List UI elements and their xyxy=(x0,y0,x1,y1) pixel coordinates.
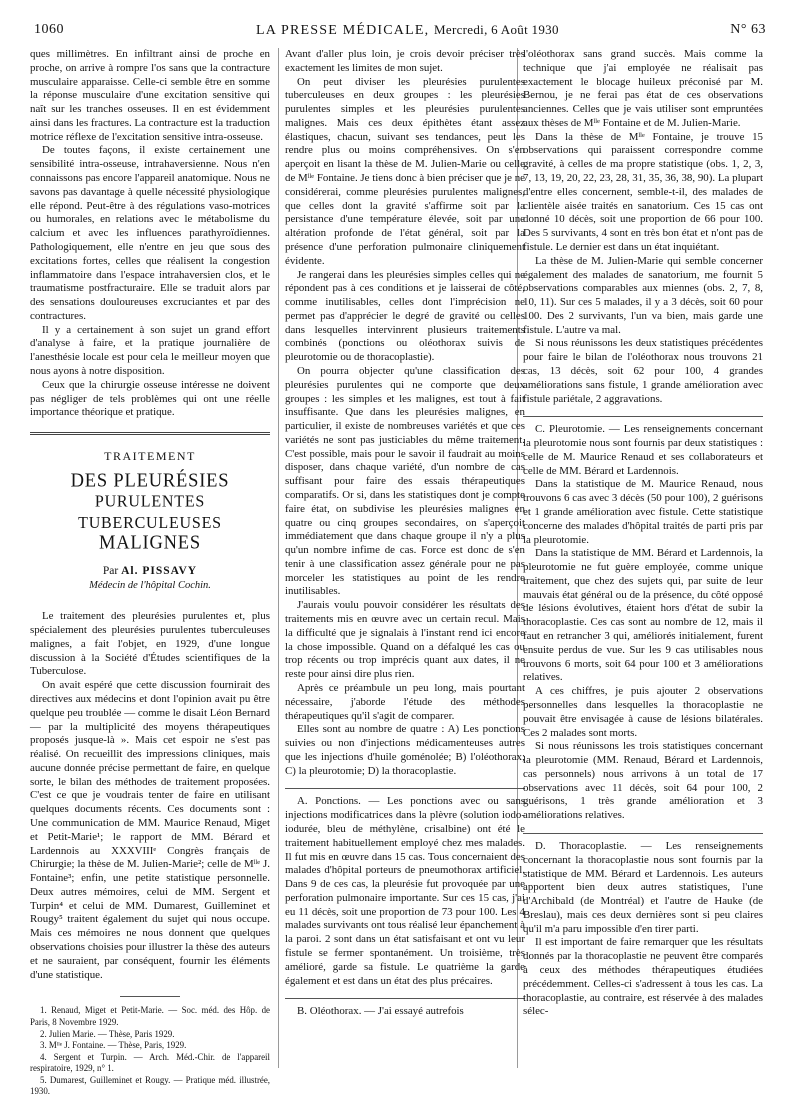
paragraph: De toutes façons, il existe certainement une sensibilité intra-osseuse, intrahaversienne. Nous n'en connaissons pas encore l'appareil anatomique. Nous ne savons pas davantage à quelle nécessité physiologique elle répond. Peut-être à des régulations vaso-motrices ou humorales, en relations avec le métabolisme du calcium et avec les influences parathyroïdiennes. Pathologiquement, elle n'entre en jeu que sous des excitations fortes, celles que réalisent la congestion inflammatoire dans l'espace intrahaversien clos, et le traumatisme postfracturaire. Elle se traduit alors par des sensations douloureuses excruciantes et par des contractures. xyxy=(30,144,270,322)
paragraph: Après ce préambule un peu long, mais pourtant nécessaire, j'aborde l'étude des méthodes thérapeutiques qu'il s'agit de comparer. xyxy=(285,681,525,722)
paragraph: Je rangerai dans les pleurésies simples celles qui ne répondent pas à ces conditions et je laisserai de côté, comme inutilisables, celles dont l'imprécision ne permet pas d'apprécier le degré de gravité ou celles dans lesquelles intervinrent plusieurs traitements combinés (ponctions ou oléothorax suivis de pleurotomie ou de thoracoplastie). xyxy=(285,268,525,364)
section-rule xyxy=(523,416,763,417)
paragraph: Si nous réunissons les deux statistiques précédentes pour faire le bilan de l'oléothorax nous trouvons 21 cas, 13 décès, soit 62 pour 100, 4 grandes améliorations sans fistule, 1 grande amélioration avec fistule pariétale, 2 aggravations. xyxy=(523,337,763,405)
paragraph: On avait espéré que cette discussion fournirait des directives aux médecins et dont l'opinion avait pu être quelque peu troublée — comme le disait Léon Bernard — par la multiplicité des moyens thérapeutiques proposés jusque-là ». Mais cet espoir ne s'est pas réalisé. On recueillit des impressions cliniques, mais aucune donnée précise permettant de faire, en quelque sorte, le bilan des méthodes de traitement proposées. C'est ce que je voudrais tenter de faire en utilisant quelques documents récents. Ces documents sont : Une communication de MM. Maurice Renaud, Miget et Petit-Marie¹; le rapport de MM. Bérard et Lardennois au XXXVIIIᵉ Congrès français de Chirurgie; la thèse de M. Julien-Marie²; celle de Mˡˡᵉ J. Fontaine³; enfin, une petite statistique personnelle. Deux autres mémoires, celui de MM. Sergent et Turpin⁴ et celui de MM. Dumarest, Guilleminet et Rougy⁵ traitent également du sujet qui nous occupe. Mais ces mémoires ne nous donnent que quelques observations choisies pour illustrer la thèse des auteurs et ne sauraient, par conséquent, fournir les éléments d'une statistique. xyxy=(30,679,270,981)
section-a-ponctions: A. Ponctions. — Les ponctions avec ou sans injections modificatrices dans la plèvre (solution iodo-iodurée, bleu de méthylène, crisalbine) ont été le traitement habituellement employé chez mes malades. Il fut mis en œuvre dans 15 cas. Tous concernaient des malades d'hôpital porteurs de pneumothorax artificiel. Dans 9 de ces cas, la pleurésie fut provoquée par une perforation pulmonaire importante. Sur ces 15 cas, j'ai eu 11 décès, soit une proportion de 73 pour 100. Les 4 malades survivants ont tous réalisé leur épanchement à la paroi. 2 sont dans un état satisfaisant et ont vu leur fistule se fermer spontanément. Un troisième, très amélioré, garde sa fistule. Le quatrième la garde également et est dans un état des plus précaires. xyxy=(285,795,525,987)
page-header xyxy=(28,20,774,42)
article-title-line: DES PLEURÉSIES xyxy=(70,470,230,493)
section-b-oleothorax: B. Oléothorax. — J'ai essayé autrefois xyxy=(297,1005,464,1018)
section-d-thoracoplastie: D. Thoracoplastie. — Les renseignements concernant la thoracoplastie nous sont fournis par la statistique de MM. Bérard et Lardennois. Les auteurs apportent bien deux autres statistiques, l'une d'Archibald (de Montréal) et l'autre de Hauke (de Breslau), mais ces deux dernières sont si peu claires qu'il m'a paru impossible d'en tirer parti. xyxy=(523,839,763,935)
column-middle xyxy=(285,48,525,1073)
paragraph: Il est important de faire remarquer que les résultats donnés par la thoracoplastie ne peuvent être comparés à ceux des méthodes thérapeutiques étudiées précédemment. Celles-ci s'adressent à tous les cas. La thoracoplastie, au contraire, est réservée à des malades sélec- xyxy=(523,936,763,1018)
author-affiliation: Médecin de l'hôpital Cochin. xyxy=(89,579,211,591)
paragraph: Si nous réunissons les trois statistiques concernant la pleurotomie (MM. Renaud, Bérard et Lardennois, cas personnels) nous arrivons à un total de 17 observations avec 11 décès, soit 64 pour 100, 2 guérisons, 1 très grande amélioration et 3 améliorations relatives. xyxy=(523,740,763,822)
issue-number: N° 63 xyxy=(730,22,766,37)
footnote: 1. Renaud, Miget et Petit-Marie. — Soc. méd. des Hôp. de Paris, 8 Novembre 1929. xyxy=(30,1005,270,1027)
footnotes xyxy=(30,1005,270,1098)
footnote: 5. Dumarest, Guilleminet et Rougy. — Pratique méd. illustrée, 1930. xyxy=(30,1074,270,1097)
paragraph: Elles sont au nombre de quatre : A) Les ponctions suivies ou non d'injections médicamenteuses autres que les injections d'huile goménolée; B) l'oléothorax; C) la pleurotomie; D) la thoracoplastie. xyxy=(285,723,525,777)
paragraph: Le traitement des pleurésies purulentes et, plus spécialement des pleurésies purulentes tuberculeuses malignes, a fait l'objet, en 1929, d'une longue discussion à la Société d'Études scientifiques de la Tuberculose. xyxy=(30,610,270,678)
article-title-block xyxy=(30,449,270,592)
section-c-pleurotomie: C. Pleurotomie. — Les renseignements concernant la pleurotomie nous sont fournis par deux statistiques : celle de M. Maurice Renaud et ses collaborateurs et celle de MM. Bérard et Lardennois. xyxy=(523,423,763,477)
paragraph: A ces chiffres, je puis ajouter 2 observations personnelles dans lesquelles la thoracoplastie ne pouvait être envisagée à cause de lésions bilatérales. Ces 2 malades sont morts. xyxy=(523,685,763,739)
paragraph: Ceux que la chirurgie osseuse intéresse ne doivent pas négliger de tels problèmes qui ont une réelle importance théorique et pratique. xyxy=(30,378,270,419)
paragraph: Dans la thèse de Mˡˡᵉ Fontaine, je trouve 15 observations qui paraissent correspondre comme gravité, à celles de ma propre statistique (obs. 1, 2, 3, 7, 13, 19, 20, 22, 23, 28, 31, 35, 36, 38, 90). La plupart d'entre elles concernent, semble-t-il, des malades de clientèle aisée traités en sanatorium. Ces 15 cas ont donné 10 décès, soit une proportion de 66 pour 100. Des 5 survivants, 4 sont en très bon état et n'ont pas de fistule. Le dernier est dans un état inquiétant. xyxy=(523,130,763,253)
footnote: 3. Mˡˡᵉ J. Fontaine. — Thèse, Paris, 1929. xyxy=(40,1040,187,1051)
column-rule-left xyxy=(278,48,279,1068)
article-kicker: TRAITEMENT xyxy=(104,449,196,464)
paragraph: J'aurais voulu pouvoir considérer les résultats des traitements mis en œuvre avec un certain recul. Mais la difficulté que je signalais à l'instant rend ici encore la chose impossible. Quand on a défalqué les cas ou trop récents ou trop imprécis quant aux dates, il ne reste pour ainsi dire plus rien. xyxy=(285,599,525,681)
paragraph: l'oléothorax sans grand succès. Mais comme la technique que j'ai employée ne réalisait pas exactement le blocage huileux préconisé par M. Bernou, je ne ferai pas état de ces observations anciennes. Celles que je vais utiliser sont empruntées aux thèses de Mˡˡᵉ Fontaine et de M. Julien-Marie. xyxy=(523,48,763,129)
article-divider xyxy=(30,432,270,435)
footnote-rule xyxy=(120,996,180,997)
column-right xyxy=(523,48,763,1073)
article-byline xyxy=(30,564,270,579)
issue-date: Mercredi, 6 Août 1930 xyxy=(434,22,559,37)
paragraph: On peut diviser les pleurésies purulentes tuberculeuses en deux groupes : les pleurésies purulentes simples et les pleurésies purulentes malignes. Mais ces deux épithètes étant assez élastiques, chacun, suivant ses tendances, peut les rendre plus ou moins compréhensives. On s'en aperçoit en lisant la thèse de M. Julien-Marie ou celle de Mˡˡᵉ Fontaine. Je tiens donc à bien préciser que je ne considérerai, comme pleurésies purulentes malignes, que celles dont la gravité s'affirme soit par la persistance d'une température élevée, soit par une altération profonde de l'état général, soit par la présence d'une perforation pulmonaire cliniquement évidente. xyxy=(285,75,525,267)
footnote: 2. Julien Marie. — Thèse, Paris 1929. xyxy=(40,1028,175,1039)
journal-header xyxy=(256,22,559,39)
paragraph: On pourra objecter qu'une classification des pleurésies purulentes qui ne comporte que deux groupes : les simples et les malignes, est tout à fait insuffisante. Que dans les pleurésies malignes, en particulier, il existe de nombreuses variétés et que ces variétés ne sont pas justiciables du même traitement. C'est possible, mais pour le savoir il faudrait au moins disposer, dans chaque variété, d'un nombre de cas suffisant pour faire des essais thérapeutiques comparatifs. Or si, dans les statistiques dont je compte faire état, on subdivise les pleurésies malignes en quatre ou cinq groupes secondaires, on s'aperçoit immédiatement que dans chaque groupe il n'y a plus qu'un nombre infime de cas. Force est donc de s'en tenir à une classification assez générale pour ne pas morceler les statistiques au point de les rendre inutilisables. xyxy=(285,364,525,598)
footnote: 4. Sergent et Turpin. — Arch. Méd.-Chir. de l'appareil respiratoire, 1929, n° 1. xyxy=(30,1051,270,1074)
section-rule xyxy=(285,788,525,789)
paragraph: ques millimètres. En infiltrant ainsi de proche en proche, on arrive à rompre l'os sans que la contracture musculaire apparaisse. Celle-ci semble être en somme la réponse musculaire d'une excitation sensitive qui naît sur les tranches osseuses. Il en est évidemment ainsi dans les fractures. La contracture est la traduction motrice réflexe de l'excitation sensitive intra-osseuse. xyxy=(30,48,270,143)
page-number: 1060 xyxy=(34,22,64,37)
section-rule xyxy=(285,998,525,999)
article-title-line: MALIGNES xyxy=(99,532,201,554)
paragraph: La thèse de M. Julien-Marie qui semble concerner également des malades de sanatorium, me fournit 5 observations comparables aux miennes (obs. 2, 7, 8, 10, 11). Sur ces 5 malades, il y a 3 décès, soit 60 pour 100. Des 2 survivants, l'un va bien, mais garde une fistule. L'autre va mal. xyxy=(523,254,763,336)
journal-title: LA PRESSE MÉDICALE, xyxy=(256,23,430,38)
paragraph: Dans la statistique de MM. Bérard et Lardennois, la pleurotomie ne fut guère employée, comme unique traitement, que chez des sujets qui, par suite de leur mauvais état général ou de la présence, du côté opposé de lésions évolutives, étaient hors d'état de subir la thoracoplastie. Ces cas sont au nombre de 12, mais il faut en retrancher 3 qui, améliorés initialement, furent ensuite perdus de vue. Sur les 9 cas utilisables nous trouvons 6 morts, soit 64 pour 100 et 3 améliorations relatives. xyxy=(523,547,763,684)
section-rule xyxy=(523,833,763,834)
paragraph: Il y a certainement à son sujet un grand effort d'analyse à faire, et la pratique journalière de l'anesthésie locale est pour cela le meilleur moyen que nous ayons à notre disposition. xyxy=(30,323,270,377)
column-left xyxy=(30,48,270,1097)
article-title-line: PURULENTES TUBERCULEUSES xyxy=(78,492,222,532)
paragraph: Avant d'aller plus loin, je crois devoir préciser très exactement les limites de mon sujet. xyxy=(285,48,525,74)
paragraph: Dans la statistique de M. Maurice Renaud, nous trouvons 6 cas avec 3 décès (50 pour 100), 2 guérisons et 1 grande amélioration avec fistule. Cette statistique concerne des malades d'hôpital traités de parti pris par la pleurotomie. xyxy=(523,478,763,546)
author-name: Al. PISSAVY xyxy=(121,565,198,578)
author-prefix: Par xyxy=(102,565,119,578)
